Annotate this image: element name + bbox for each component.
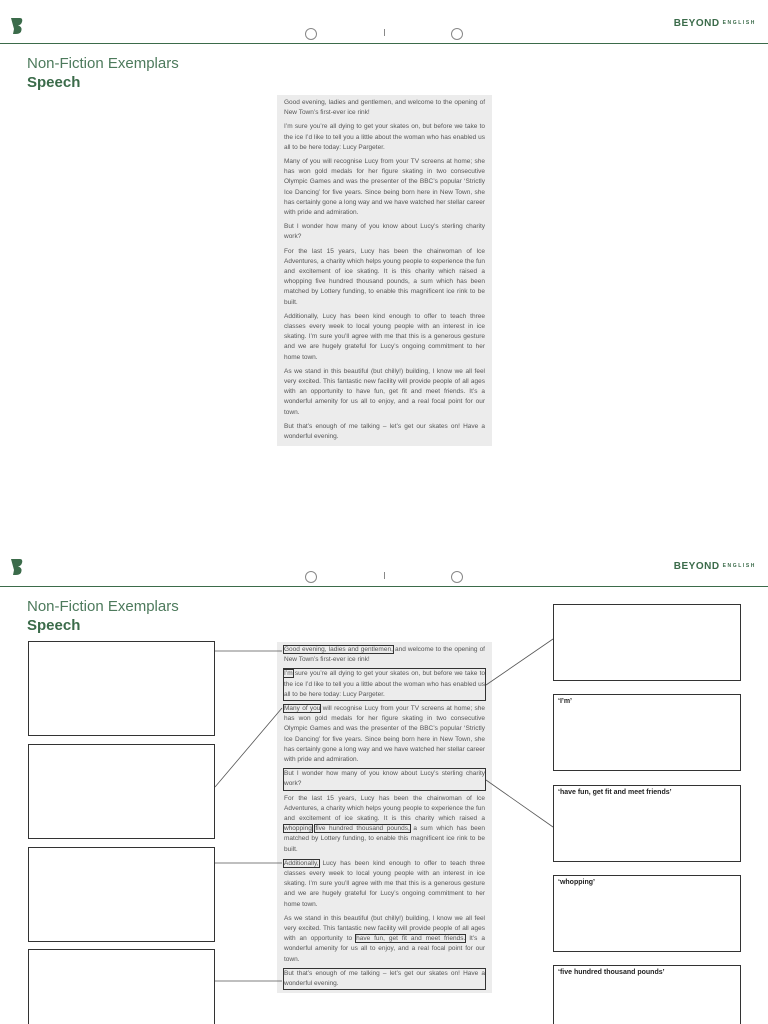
- page-subtitle: Non-Fiction Exemplars: [27, 598, 179, 615]
- speech-text: will recognise Lucy from your TV screens at home; she has won gold medals for her figure skating in two consecutive Olympic Games and was the presenter of the BBC’s popular ‘Strictly Ice Dancing’ for five years. Since being born here in New Town, she has certainly gone a long way and we have watched her stellar career with pride and admiration.: [284, 705, 485, 764]
- highlight-have-fun: have fun, get fit and meet friends.: [356, 935, 466, 943]
- speech-paragraph: Many of you will recognise Lucy from your TV screens at home; she has won gold medals for her figure skating in two consecutive Olympic Games and was the presenter of the BBC’s popular ‘Strictly Ice Dancing’ for five years. Since being born here in New Town, she has certainly gone a long way and we have watched her stellar career with pride and admiration.: [284, 158, 485, 217]
- brand-wordmark: BEYOND ENGLISH: [673, 18, 756, 29]
- speech-paragraph: I’m sure you’re all dying to get your skates on, but before we take to the ice I’d like to tell you a little about the woman who has enabled us all to be here today: Lucy Pargeter.: [284, 123, 485, 151]
- speech-text-panel: [277, 95, 492, 446]
- speech-paragraph: But that’s enough of me talking – let’s get our skates on! Have a wonderful evening.: [284, 969, 485, 989]
- answer-box-label: ‘whopping’: [558, 879, 595, 886]
- page-subtitle: Non-Fiction Exemplars: [27, 55, 179, 72]
- speech-paragraph: As we stand in this beautiful (but chilly!) building, I know we all feel very excited. This fantastic new facility will provide people of all ages with an opportunity to have fun, get fit and meet friends. It’s a wonderful amenity for us all to enjoy, and a real focal point for our town.: [284, 367, 485, 416]
- speech-text: Lucy has been kind enough to offer to teach three classes every week to local young people with an interest in ice skating. I’m sure you’ll agree with me that this is a generous gesture and we are hugely grateful for Lucy’s ongoing commitment to her home town.: [284, 859, 485, 908]
- highlight-whopping: whopping: [284, 825, 312, 833]
- speech-text: As we stand in this beautiful (but chilly!) building, I know we all feel very excited. This fantastic new facility will provide people of all ages with an opportunity to: [284, 914, 485, 943]
- speech-paragraph: But I wonder how many of you know about Lucy’s sterling charity work?: [284, 769, 485, 789]
- speech-paragraph: But that’s enough of me talking – let’s get our skates on! Have a wonderful evening.: [284, 422, 485, 441]
- speech-text: It’s a wonderful amenity for us all to enjoy, and a real focal point for our town.: [284, 935, 485, 963]
- answer-box-label: ‘have fun, get fit and meet friends’: [558, 789, 672, 796]
- answer-box-label: ‘I’m’: [558, 698, 573, 705]
- answer-box-label: ‘five hundred thousand pounds’: [558, 969, 665, 976]
- highlight-im: I’m: [284, 670, 293, 678]
- punch-hole-left: [305, 28, 317, 40]
- connector-line: [215, 708, 282, 787]
- page-title: Speech: [27, 617, 81, 634]
- highlight-many-of-you: Many of you: [284, 705, 321, 713]
- worksheet-page-2: [0, 545, 768, 1024]
- speech-text: and welcome to the opening of New Town’s first-ever ice rink!: [284, 646, 485, 664]
- speech-text: For the last 15 years, Lucy has been the chairwoman of Ice Adventures, a charity which helps young people to experience the fun and excitement of ice skating. It is this charity which raised a: [284, 794, 485, 823]
- highlight-five-hundred: five hundred thousand pounds,: [315, 825, 410, 833]
- highlight-greeting: Good evening, ladies and gentlemen,: [284, 646, 393, 653]
- speech-paragraph: But I wonder how many of you know about Lucy’s sterling charity work?: [284, 223, 485, 241]
- fold-mark: [384, 29, 385, 36]
- speech-paragraph: Good evening, ladies and gentlemen, and welcome to the opening of New Town’s first-ever ice rink!: [284, 99, 485, 117]
- connector-line: [486, 780, 553, 827]
- connector-line: [486, 639, 553, 685]
- speech-paragraph: For the last 15 years, Lucy has been the chairwoman of Ice Adventures, a charity which helps young people to experience the fun and excitement of ice skating. It is this charity which raised a whopping five hundred thousand pounds, a sum which has been matched by Lottery funding, to enable this magnificent ice rink to be built.: [284, 247, 485, 306]
- speech-text: a sum which has been matched by Lottery funding, to enable this magnificent ice rink to be built.: [284, 825, 485, 853]
- header-rule: [0, 43, 768, 44]
- brand-wordmark: BEYOND ENGLISH: [673, 561, 756, 572]
- connector-lines: [0, 545, 768, 1024]
- punch-hole-right: [451, 28, 463, 40]
- beyond-logo-icon: [10, 17, 24, 35]
- page-title: Speech: [27, 74, 81, 91]
- speech-text: sure you’re all dying to get your skates on, but before we take to the ice I’d like to tell you a little about the woman who has enabled us all to be here today: Lucy Pargeter.: [284, 670, 485, 698]
- highlight-additionally: Additionally,: [284, 859, 319, 867]
- speech-paragraph: Additionally, Lucy has been kind enough to offer to teach three classes every week to local young people with an interest in ice skating. I’m sure you’ll agree with me that this is a generous gesture and we are hugely grateful for Lucy’s ongoing commitment to her home town.: [284, 312, 485, 361]
